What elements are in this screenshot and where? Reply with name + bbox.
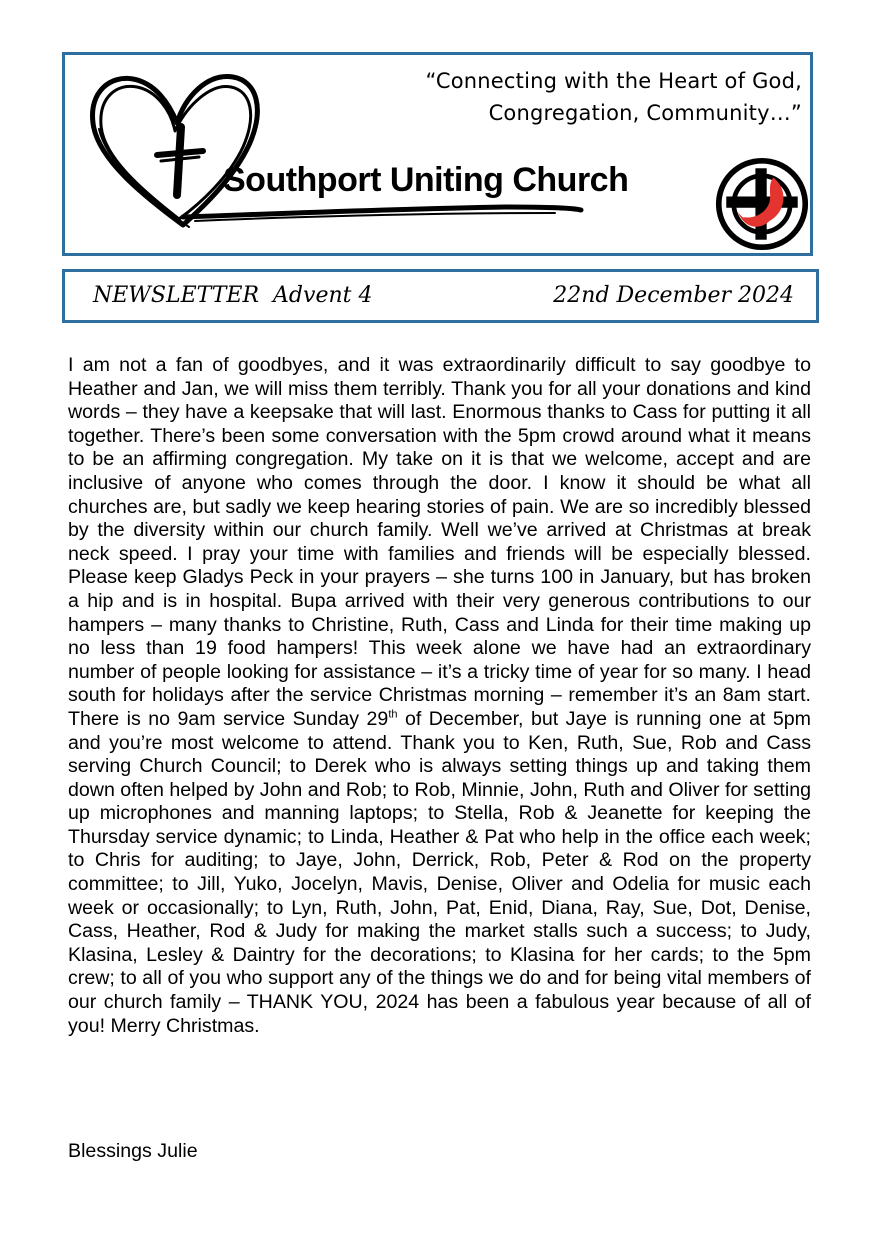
letter-text-part-1: I am not a fan of goodbyes, and it was extraordinarily difficult to say goodbye to Heather and Jan, we will miss them terribly. Thank you for all your donations and kind words – they have a keepsake that will last. Enormous thanks to Cass for putting it all together. There’s been some conversation with the 5pm crowd around what it means to be an affirming congregation. My take on it is that we welcome, accept and are inclusive of anyone who comes through the door. I know it should be what all churches are, but sadly we keep hearing stories of pain. We are so incredibly blessed by the diversity within our church family. Well we’ve arrived at Christmas at break neck speed. I pray your time with families and friends will be especially blessed. Please keep Gladys Peck in your prayers – she turns 100 in January, but has broken a hip and is in hospital. Bupa arrived with their very generous contributions to our hampers – many thanks to Christine, Ruth, Cass and Linda for their time making up no less than 19 food hampers! This week alone we have had an extraordinary number of people looking for assistance – it’s a tricky time of year for so many. I head south for holidays after the service Christmas morning – remember it’s an 8am start. There is no 9am service Sunday 29 [68, 354, 811, 730]
issue-date: 22nd December 2024 [553, 283, 794, 308]
uniting-church-emblem-icon [715, 157, 809, 251]
signoff: Blessings Julie [68, 1140, 198, 1162]
newsletter-banner [62, 269, 819, 323]
pastor-letter [68, 354, 811, 1038]
issue-label: Advent 4 [273, 283, 373, 308]
newsletter-label: NEWSLETTER [93, 283, 260, 308]
letter-text-part-2: of December, but Jaye is running one at 5pm and you’re most welcome to attend. Thank you to Ken, Ruth, Sue, Rob and Cass serving Church Council; to Derek who is always setting things up and taking them down often helped by John and Rob; to Rob, Minnie, John, Ruth and Oliver for setting up microphones and manning laptops; to Stella, Rob & Jeanette for keeping the Thursday service dynamic; to Linda, Heather & Pat who help in the office each week; to Chris for auditing; to Jaye, John, Derrick, Rob, Peter & Rod on the property committee; to Jill, Yuko, Jocelyn, Mavis, Denise, Oliver and Odelia for music each week or occasionally; to Lyn, Ruth, John, Pat, Enid, Diana, Ray, Sue, Dot, Denise, Cass, Heather, Rod & Judy for making the market stalls such a success; to Judy, Klasina, Lesley & Daintry for the decorations; to Klasina for her cards; to the 5pm crew; to all of you who support any of the things we do and for being vital members of our church family – THANK YOU, 2024 has been a fabulous year because of all of you! Merry Christmas. [68, 707, 811, 1037]
header-box [62, 52, 813, 256]
tagline [332, 65, 802, 129]
church-name: Southport Uniting Church [223, 161, 629, 199]
ordinal-suffix: th [388, 708, 398, 721]
tagline-line-1: “Connecting with the Heart of God, [425, 69, 802, 93]
banner-title [93, 283, 372, 308]
tagline-line-2: Congregation, Community…” [488, 101, 802, 125]
